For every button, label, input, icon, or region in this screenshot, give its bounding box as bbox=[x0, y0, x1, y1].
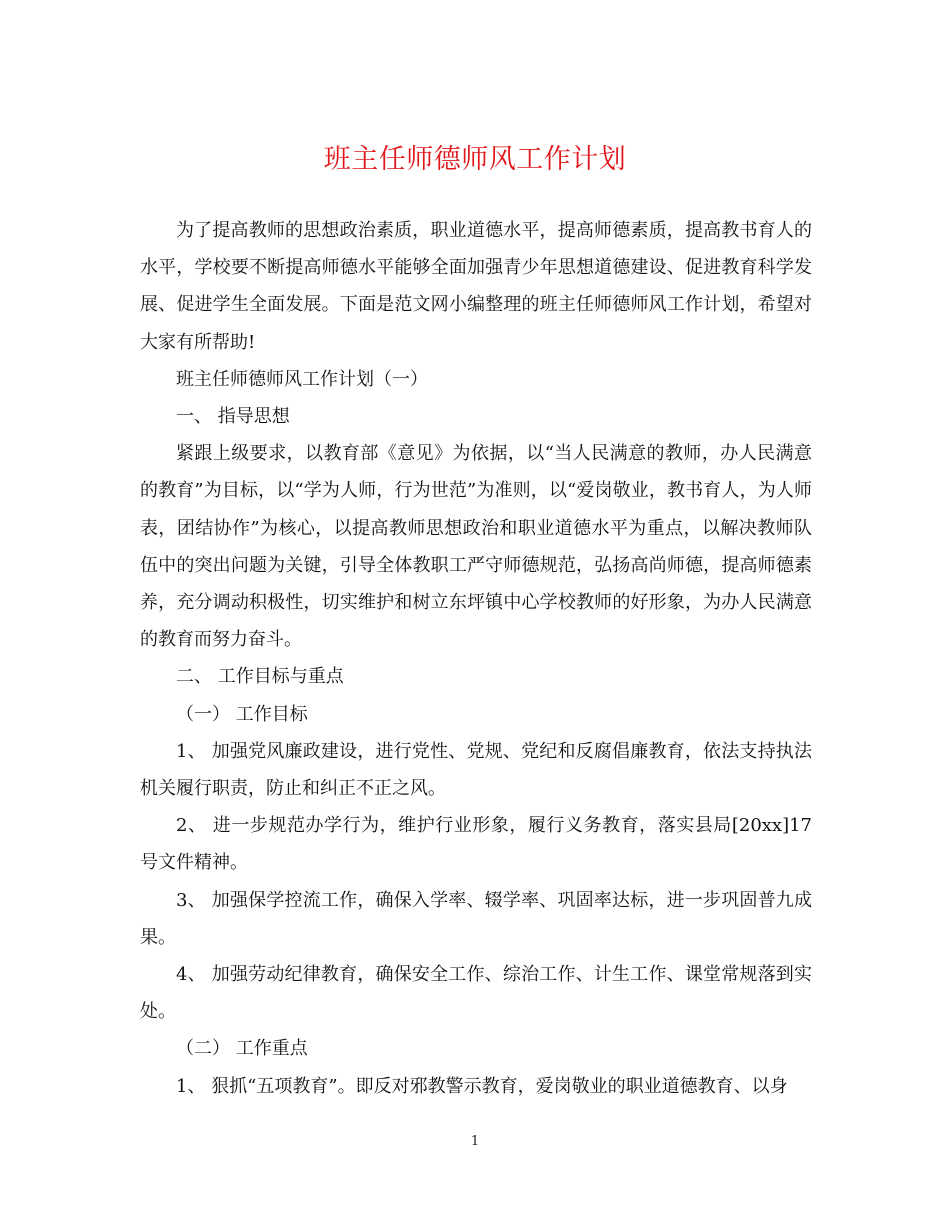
goal-item-1: 1、 加强党风廉政建设，进行党性、党规、党纪和反腐倡廉教育，依法支持执法机关履行职责，防止和纠正不正之风。 bbox=[140, 740, 812, 800]
plan-subtitle: 班主任师德师风工作计划（一） bbox=[176, 368, 428, 390]
subsection-heading-key-points: （二） 工作重点 bbox=[176, 1038, 308, 1060]
page-number: 1 bbox=[470, 1134, 480, 1149]
section-heading-goals: 二、 工作目标与重点 bbox=[176, 666, 344, 688]
goal-item-3: 3、 加强保学控流工作，确保入学率、辍学率、巩固率达标，进一步巩固普九成果。 bbox=[140, 889, 812, 948]
subsection-heading-work-goals: （一） 工作目标 bbox=[176, 703, 308, 725]
guiding-thought-paragraph: 紧跟上级要求，以教育部《意见》为依据，以“当人民满意的教师，办人民满意的教育”为目标，以“学为人师，行为世范”为准则，以“爱岗敬业，教书育人，为人师表，团结协作”为核心，以提高教师思想政治和职业道德水平为重点，以解决教师队伍中的突出问题为关键，引导全体教职工严守师德规范，弘扬高尚师德，提高师德素养，充分调动积极性，切实维护和树立东坪镇中心学校教师的好形象，为办人民满意的教育而努力奋斗。 bbox=[140, 443, 812, 651]
document-body bbox=[140, 212, 812, 1105]
intro-paragraph: 为了提高教师的思想政治素质，职业道德水平，提高师德素质，提高教书育人的水平，学校要不断提高师德水平能够全面加强青少年思想道德建设、促进教育科学发展、促进学生全面发展。下面是范文网小编整理的班主任师德师风工作计划，希望对大家有所帮助! bbox=[140, 220, 812, 353]
goal-item-4: 4、 加强劳动纪律教育，确保安全工作、综治工作、计生工作、课堂常规落到实处。 bbox=[140, 964, 812, 1023]
goal-item-2: 2、 进一步规范办学行为，维护行业形象，履行义务教育，落实县局[20xx]17号文件精神。 bbox=[140, 815, 812, 874]
key-point-item-1: 1、 狠抓“五项教育”。即反对邪教警示教育，爱岗敬业的职业道德教育、以身 bbox=[176, 1075, 788, 1097]
document-title: 班主任师德师风工作计划 bbox=[323, 144, 627, 175]
section-heading-guiding-thought: 一、 指导思想 bbox=[176, 406, 290, 428]
